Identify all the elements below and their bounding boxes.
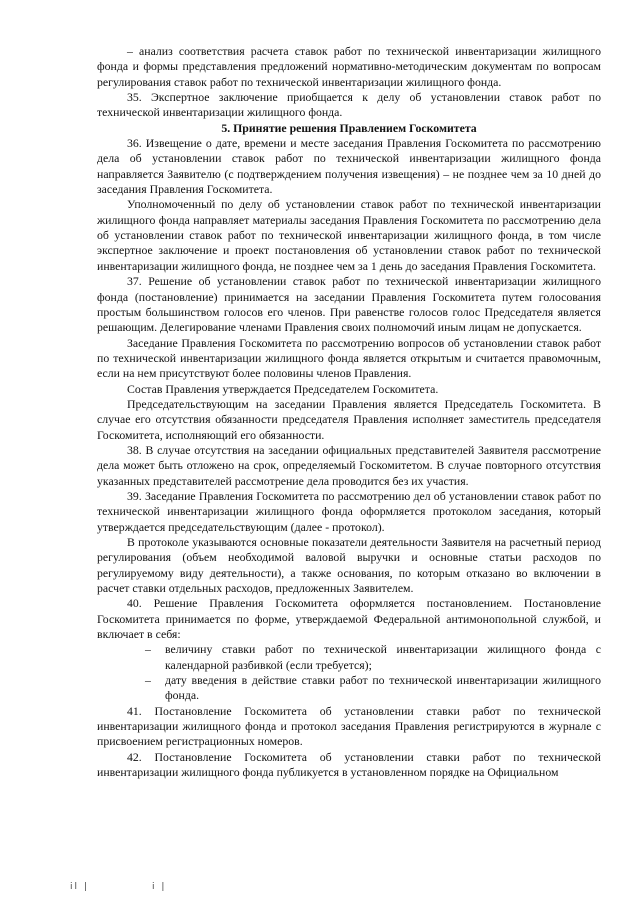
paragraph: 38. В случае отсутствия на заседании официальных представителей Заявителя рассмотрение дела может быть отложено на срок, определяемый Госкомитетом. В случае повторного отсутствия указанных представителей рассмотрение дела проводится без их участия. [97, 442, 601, 488]
paragraph: 40. Решение Правления Госкомитета оформляется постановлением. Постановление Госкомитета принимается по форме, утверждаемой Федеральной антимонопольной службой, и включает в себя: [97, 596, 601, 642]
list-item-text: величину ставки работ по технической инвентаризации жилищного фонда с календарной разбивкой (если требуется); [165, 642, 601, 672]
paragraph: 39. Заседание Правления Госкомитета по рассмотрению дел об установлении ставок работ по технической инвентаризации жилищного фонда оформляется протоколом заседания, который утверждается председательствующим (далее - протокол). [97, 488, 601, 534]
paragraph: 35. Экспертное заключение приобщается к делу об установлении ставок работ по технической инвентаризации жилищного фонда. [97, 90, 601, 120]
paragraph: Председательствующим на заседании Правления является Председатель Госкомитета. В случае его отсутствия обязанности председателя Правления исполняет заместитель председателя Госкомитета, исполняющий его обязанности. [97, 396, 601, 442]
paragraph: Уполномоченный по делу об установлении ставок работ по технической инвентаризации жилищного фонда направляет материалы заседания Правления Госкомитета по рассмотрению дела об установлении ставок работ по технической инвентаризации жилищного фонда, в том числе экспертное заключение и проект постановления об установлении ставок работ по технической инвентаризации жилищного фонда, не позднее чем за 1 день до заседания Правления Госкомитета. [97, 197, 601, 273]
paragraph: Состав Правления утверждается Председателем Госкомитета. [127, 381, 439, 396]
paragraph: 42. Постановление Госкомитета об установлении ставки работ по технической инвентаризации жилищного фонда публикуется в установленном порядке на Официальном [97, 749, 601, 780]
list-dash: – [145, 642, 151, 657]
paragraph: Заседание Правления Госкомитета по рассмотрению вопросов об установлении ставок работ по технической инвентаризации жилищного фонда является открытым и считается правомочным, если на нем присутствуют более половины членов Правления. [97, 335, 601, 381]
list-item [97, 673, 601, 704]
paragraph: 36. Извещение о дате, времени и месте заседания Правления Госкомитета по рассмотрению дела об установлении ставок работ по технической инвентаризации жилищного фонда направляется Заявителю (с подтверждением получения извещения) – не позднее чем за 10 дней до заседания Правления Госкомитета. [97, 136, 601, 197]
paragraph: 37. Решение об установлении ставок работ по технической инвентаризации жилищного фонда (постановление) принимается на заседании Правления Госкомитета путем голосования простым большинством голосов его членов. При равенстве голосов голос Председателя является решающим. Делегирование членами Правления своих полномочий иным лицам не допускается. [97, 274, 601, 335]
scan-mark: il | [70, 882, 89, 892]
document-body [97, 44, 601, 781]
scan-mark: i | [152, 882, 167, 892]
list-dash: – [145, 673, 151, 688]
paragraph: В протоколе указываются основные показатели деятельности Заявителя на расчетный период регулирования (объем необходимой валовой выручки и основные статьи расходов по регулируемому виду деятельности), а также основания, по которым отказано во включении в расчет ставки отдельных расходов, предложенных Заявителем. [97, 535, 601, 596]
paragraph: – анализ соответствия расчета ставок работ по технической инвентаризации жилищного фонда и формы представления предложений нормативно-методическим документам по вопросам регулирования ставок работ по технической инвентаризации жилищного фонда. [97, 44, 601, 89]
list-item [97, 642, 601, 673]
section-heading: 5. Принятие решения Правлением Госкомитета [221, 120, 477, 135]
list-item-text: дату введения в действие ставки работ по технической инвентаризации жилищного фонда. [165, 673, 601, 703]
paragraph: 41. Постановление Госкомитета об установлении ставки работ по технической инвентаризации жилищного фонда и протокол заседания Правления регистрируются в журнале с присвоением регистрационных номеров. [97, 703, 601, 749]
